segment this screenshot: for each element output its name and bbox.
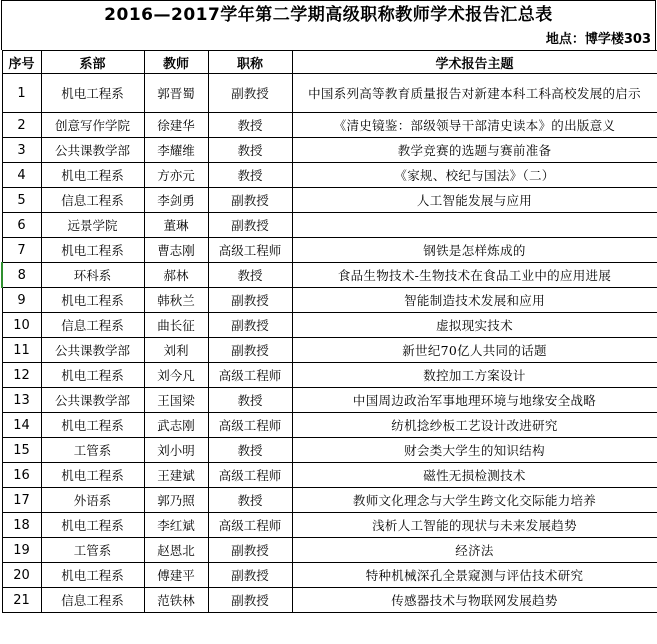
cell-dept: 工管系 [41,538,144,563]
cell-rank: 副教授 [208,213,292,238]
table-row [2,588,657,613]
table-row [2,163,657,188]
cell-teacher: 傅建平 [144,563,208,588]
cell-topic [292,213,657,238]
cell-teacher: 曲长征 [144,313,208,338]
cell-rank: 教授 [208,138,292,163]
cell-index: 15 [2,438,41,463]
cell-dept: 工管系 [41,438,144,463]
cell-index: 19 [2,538,41,563]
header-dept: 系部 [41,51,144,74]
cell-topic: 特种机械深孔全景窥测与评估技术研究 [292,563,657,588]
cell-index: 12 [2,363,41,388]
cell-topic: 人工智能发展与应用 [292,188,657,213]
cell-topic: 虚拟现实技术 [292,313,657,338]
cell-dept: 公共课教学部 [41,388,144,413]
cell-index: 16 [2,463,41,488]
location-label: 地点：博学楼303 [1,29,656,50]
cell-teacher: 郝林 [144,263,208,288]
table-row [2,438,657,463]
cell-rank: 教授 [208,163,292,188]
cell-rank: 高级工程师 [208,363,292,388]
cell-rank: 高级工程师 [208,463,292,488]
cell-topic: 钢铁是怎样炼成的 [292,238,657,263]
table-row [2,74,657,113]
cell-dept: 机电工程系 [41,563,144,588]
cell-teacher: 徐建华 [144,113,208,138]
cell-index: 14 [2,413,41,438]
cell-topic: 《清史镜鉴：部级领导干部清史读本》的出版意义 [292,113,657,138]
cell-teacher: 王建斌 [144,463,208,488]
cell-teacher: 李红斌 [144,513,208,538]
cell-rank: 高级工程师 [208,238,292,263]
cell-dept: 外语系 [41,488,144,513]
table-row [2,463,657,488]
cell-topic: 智能制造技术发展和应用 [292,288,657,313]
cell-topic: 中国周边政治军事地理环境与地缘安全战略 [292,388,657,413]
cell-rank: 副教授 [208,588,292,613]
cell-teacher: 范铁林 [144,588,208,613]
cell-rank: 副教授 [208,313,292,338]
cell-teacher: 曹志刚 [144,238,208,263]
cell-topic: 教学竞赛的选题与赛前准备 [292,138,657,163]
cell-index: 6 [2,213,41,238]
cell-dept: 创意写作学院 [41,113,144,138]
cell-index: 4 [2,163,41,188]
cell-teacher: 韩秋兰 [144,288,208,313]
cell-topic: 浅析人工智能的现状与未来发展趋势 [292,513,657,538]
cell-teacher: 李耀维 [144,138,208,163]
cell-teacher: 刘小明 [144,438,208,463]
cell-rank: 教授 [208,388,292,413]
cell-topic: 财会类大学生的知识结构 [292,438,657,463]
cell-rank: 副教授 [208,188,292,213]
cell-dept: 机电工程系 [41,413,144,438]
table-row [2,213,657,238]
table-row [2,138,657,163]
cell-dept: 公共课教学部 [41,138,144,163]
cell-index: 17 [2,488,41,513]
table-row [2,288,657,313]
report-table [1,50,657,613]
table-row [2,338,657,363]
cell-rank: 教授 [208,113,292,138]
cell-rank: 副教授 [208,288,292,313]
table-row [2,238,657,263]
cell-teacher: 赵恩北 [144,538,208,563]
cell-dept: 环科系 [41,263,144,288]
cell-index: 2 [2,113,41,138]
cell-topic: 食品生物技术-生物技术在食品工业中的应用进展 [292,263,657,288]
cell-index: 3 [2,138,41,163]
cell-dept: 信息工程系 [41,588,144,613]
cell-teacher: 方亦元 [144,163,208,188]
header-index: 序号 [2,51,41,74]
cell-rank: 副教授 [208,538,292,563]
cell-dept: 信息工程系 [41,188,144,213]
cell-index: 21 [2,588,41,613]
cell-dept: 公共课教学部 [41,338,144,363]
cell-rank: 副教授 [208,563,292,588]
cell-teacher: 武志刚 [144,413,208,438]
cell-rank: 副教授 [208,338,292,363]
table-row [2,513,657,538]
cell-index: 11 [2,338,41,363]
cell-rank: 高级工程师 [208,513,292,538]
table-row [2,538,657,563]
cell-teacher: 郭晋蜀 [144,74,208,113]
cell-teacher: 刘今凡 [144,363,208,388]
sheet-title: 2016—2017学年第二学期高级职称教师学术报告汇总表 [1,0,656,29]
cell-index: 13 [2,388,41,413]
table-row [2,313,657,338]
cell-dept: 机电工程系 [41,363,144,388]
table-row [2,188,657,213]
cell-dept: 信息工程系 [41,313,144,338]
cell-rank: 教授 [208,438,292,463]
table-row [2,488,657,513]
cell-rank: 教授 [208,263,292,288]
cell-index: 9 [2,288,41,313]
cell-topic: 《家规、校纪与国法》（二） [292,163,657,188]
cell-teacher: 董琳 [144,213,208,238]
cell-dept: 机电工程系 [41,163,144,188]
cell-index: 8 [2,263,41,288]
cell-topic: 磁性无损检测技术 [292,463,657,488]
table-row [2,263,657,288]
table-row [2,388,657,413]
cell-dept: 机电工程系 [41,238,144,263]
cell-rank: 副教授 [208,74,292,113]
cell-index: 10 [2,313,41,338]
report-sheet [1,0,656,613]
cell-dept: 机电工程系 [41,513,144,538]
cell-topic: 教师文化理念与大学生跨文化交际能力培养 [292,488,657,513]
cell-topic: 中国系列高等教育质量报告对新建本科工科高校发展的启示 [292,74,657,113]
cell-index: 5 [2,188,41,213]
cell-teacher: 郭乃照 [144,488,208,513]
table-row [2,113,657,138]
cell-topic: 数控加工方案设计 [292,363,657,388]
cell-topic: 传感器技术与物联网发展趋势 [292,588,657,613]
table-row [2,413,657,438]
cell-topic: 新世纪70亿人共同的话题 [292,338,657,363]
cell-index: 18 [2,513,41,538]
cell-dept: 机电工程系 [41,463,144,488]
header-rank: 职称 [208,51,292,74]
header-topic: 学术报告主题 [292,51,657,74]
cell-teacher: 王国梁 [144,388,208,413]
cell-dept: 机电工程系 [41,74,144,113]
cell-index: 7 [2,238,41,263]
table-row [2,363,657,388]
cell-topic: 经济法 [292,538,657,563]
cell-rank: 教授 [208,488,292,513]
cell-teacher: 刘利 [144,338,208,363]
cell-rank: 高级工程师 [208,413,292,438]
header-teacher: 教师 [144,51,208,74]
cell-index: 20 [2,563,41,588]
cell-topic: 纺机捻纱板工艺设计改进研究 [292,413,657,438]
header-row [2,51,657,74]
cell-dept: 远景学院 [41,213,144,238]
table-row [2,563,657,588]
cell-dept: 机电工程系 [41,288,144,313]
cell-index: 1 [2,74,41,113]
cell-teacher: 李剑勇 [144,188,208,213]
